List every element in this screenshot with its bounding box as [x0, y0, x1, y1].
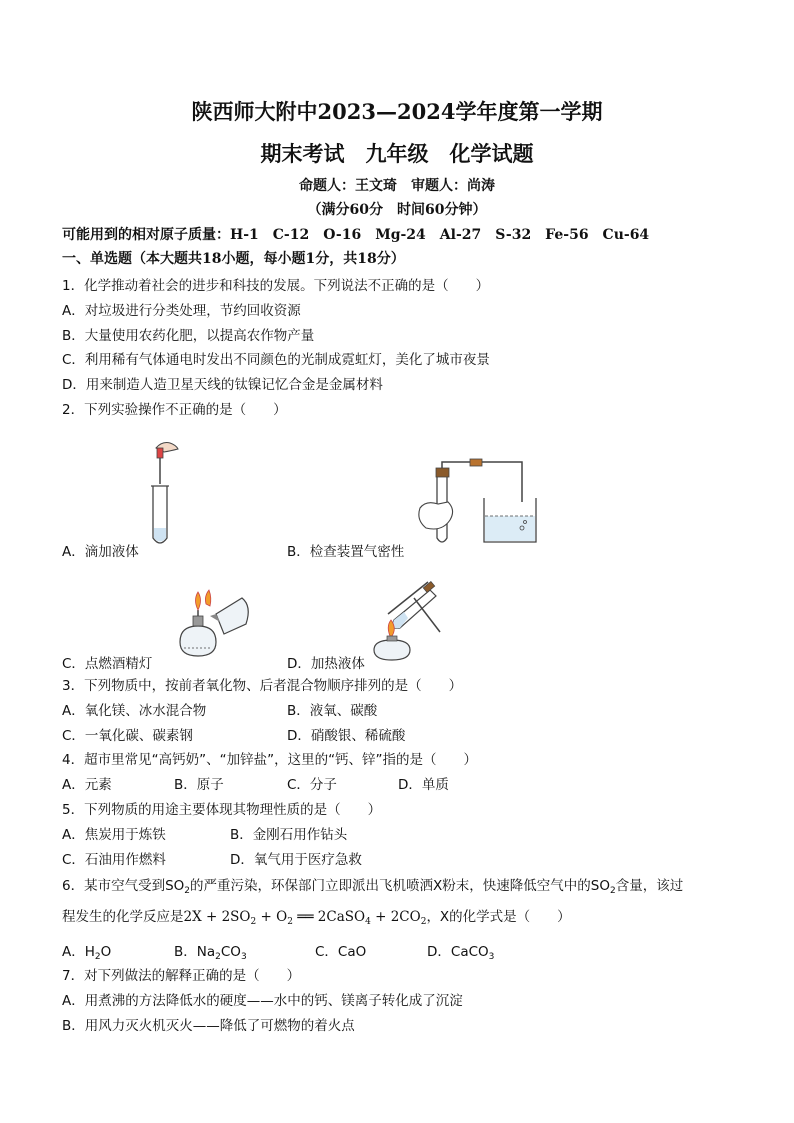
airtightness-apparatus-figure: [412, 458, 542, 550]
eq-mid: + O: [256, 909, 288, 925]
q6-line2-suffix: ，X的化学式是（ ）: [426, 909, 571, 925]
q2-option-a: A．滴加液体: [62, 544, 139, 560]
exam-authors: 命题人：王文琦 审题人：尚涛: [299, 178, 495, 194]
q6-so2-b: SO: [590, 878, 610, 894]
q4-option-b: B．原子: [174, 777, 224, 793]
q2-option-c: C．点燃酒精灯: [62, 656, 153, 672]
q6-option-d: [427, 940, 494, 962]
q4-stem: 4．超市里常见“高钙奶”、“加锌盐”，这里的“钙、锌”指的是（ ）: [62, 752, 478, 768]
q7-stem: 7．对下列做法的解释正确的是（ ）: [62, 968, 301, 984]
eq-sub-1: 2: [250, 917, 257, 927]
exam-title: 陕西师大附中2023—2024学年度第一学期: [191, 99, 603, 124]
q5-option-a: A．焦炭用于炼铁: [62, 827, 166, 843]
heating-liquid-figure: [368, 574, 454, 662]
eq-arrow: ══: [297, 909, 314, 925]
q1-option-b: B．大量使用农药化肥，以提高农作物产量: [62, 328, 315, 344]
q5-option-c: C．石油用作燃料: [62, 852, 166, 868]
alcohol-lamp-lighting-figure: [176, 586, 254, 660]
q3-option-b: B．液氧、碳酸: [287, 703, 378, 719]
q4-option-a: A．元素: [62, 777, 112, 793]
q6-equation: [184, 909, 427, 925]
q4-option-d: D．单质: [398, 777, 449, 793]
q7-option-b: B．用风力灭火机灭火——降低了可燃物的着火点: [62, 1018, 355, 1034]
q5-option-b: B．金刚石用作钻头: [230, 827, 348, 843]
q6-b-sub1: 2: [215, 952, 221, 962]
q6-so2-a: SO: [165, 878, 185, 894]
eq-sub-2: 2: [287, 917, 293, 927]
q7-option-a: A．用煮沸的方法降低水的硬度——水中的钙、镁离子转化成了沉淀: [62, 993, 463, 1009]
dropper-test-tube-figure: [140, 440, 190, 552]
q1-option-a: A．对垃圾进行分类处理，节约回收资源: [62, 303, 301, 319]
eq-sub-4: 4: [365, 917, 371, 927]
q6-b-part1: B．Na: [174, 944, 216, 960]
atomic-masses: 可能用到的相对原子质量：H-1 C-12 O-16 Mg-24 Al-27 S-32 Fe-56 Cu-64: [62, 227, 650, 243]
q3-stem: 3．下列物质中，按前者氧化物、后者混合物顺序排列的是（ ）: [62, 678, 463, 694]
q6-so2-b-sub: 2: [609, 886, 616, 896]
q1-option-c: C．利用稀有气体通电时发出不同颜色的光制成霓虹灯，美化了城市夜景: [62, 352, 490, 368]
q4-option-c: C．分子: [287, 777, 337, 793]
exam-score-time: （满分60分 时间60分钟）: [307, 202, 487, 218]
q5-stem: 5．下列物质的用途主要体现其物理性质的是（ ）: [62, 802, 382, 818]
q3-option-d: D．硝酸银、稀硫酸: [287, 728, 406, 744]
q1-stem: 1．化学推动着社会的进步和科技的发展。下列说法不正确的是（ ）: [62, 278, 490, 294]
q6-stem-part2: 的严重污染，环保部门立即派出飞机喷洒X粉末，快速降低空气中的: [190, 878, 591, 894]
q6-d-sub: 3: [488, 952, 495, 962]
q3-option-a: A．氧化镁、冰水混合物: [62, 703, 207, 719]
q2-option-d: D．加热液体: [287, 656, 365, 672]
q6-option-b: [174, 940, 247, 962]
q6-option-c: C．CaO: [315, 944, 367, 960]
q1-option-d: D．用来制造人造卫星天线的钛镍记忆合金是金属材料: [62, 377, 383, 393]
exam-subtitle: 期末考试 九年级 化学试题: [260, 141, 534, 166]
q6-a-part1: A．H: [62, 944, 95, 960]
q6-line2-prefix: 程发生的化学反应是: [62, 909, 184, 925]
section-heading: 一、单选题（本大题共18小题，每小题1分，共18分）: [62, 251, 405, 267]
q6-stem-part3: 含量，该过: [615, 878, 684, 894]
eq-right-a: 2CaSO: [313, 909, 366, 925]
q2-stem: 2．下列实验操作不正确的是（ ）: [62, 402, 287, 418]
q3-option-c: C．一氧化碳、碳素钢: [62, 728, 193, 744]
q5-option-d: D．氧气用于医疗急救: [230, 852, 362, 868]
q6-option-a: [62, 940, 111, 962]
q6-so2-a-sub: 2: [184, 886, 191, 896]
q6-a-sub: 2: [94, 952, 101, 962]
eq-right-b: + 2CO: [370, 909, 421, 925]
eq-left: 2X + 2SO: [183, 909, 251, 925]
q6-d-part1: D．CaCO: [427, 944, 489, 960]
q6-b-sub2: 3: [240, 952, 247, 962]
eq-sub-3: 2: [420, 917, 427, 927]
q2-option-b: B．检查装置气密性: [287, 544, 405, 560]
q6-equation-line: [62, 905, 571, 927]
q6-stem-part1: 6．某市空气受到: [62, 878, 166, 894]
q6-stem: [62, 874, 683, 896]
q6-b-part2: CO: [220, 944, 241, 960]
q6-a-part2: O: [100, 944, 112, 960]
